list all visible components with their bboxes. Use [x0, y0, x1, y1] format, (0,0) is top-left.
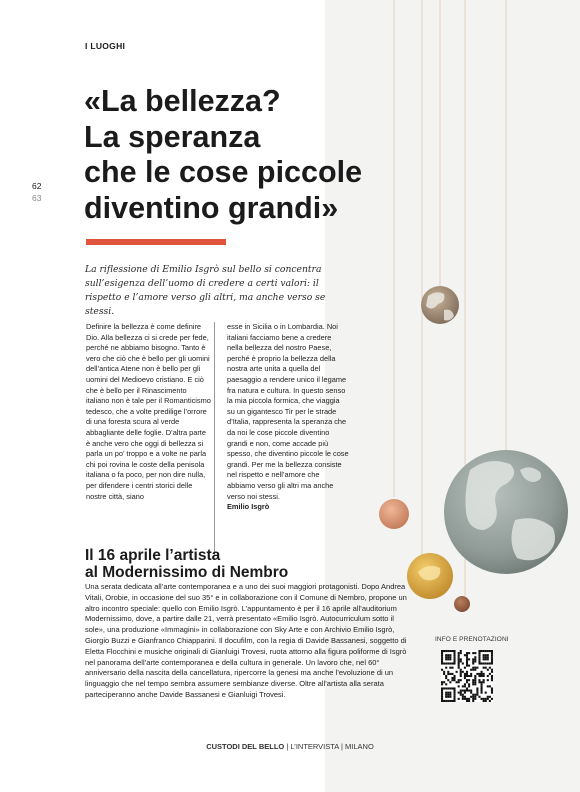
article-title	[84, 84, 404, 226]
peach-planet-icon	[379, 499, 409, 529]
footer-section: L’INTERVISTA	[290, 742, 339, 751]
large-globe-icon	[444, 450, 568, 574]
section-label: I LUOGHI	[85, 41, 126, 51]
footer-magazine: CUSTODI DEL BELLO	[206, 742, 285, 751]
page-number-right: 63	[32, 193, 42, 203]
article-lede: La riflessione di Emilio Isgrò sul bello si concentra sull’esigenza dell’uomo di credere a certi valori: il rispetto e l’amore verso gli altri, ma anche verso se stessi.	[85, 264, 326, 317]
qr-code-icon[interactable]	[441, 650, 493, 702]
gold-planet-icon	[407, 553, 453, 599]
page-footer	[0, 742, 580, 751]
column-divider	[214, 322, 215, 556]
brown-planet-icon	[454, 596, 470, 612]
title-line: diventino grandi»	[84, 190, 339, 225]
footer-separator: |	[286, 742, 289, 751]
title-line: che le cose piccole	[84, 155, 363, 189]
small-globe-icon	[421, 286, 459, 324]
subhead-line: Il 16 aprile l’artista	[85, 547, 221, 564]
author-signature: Emilio Isgrò	[227, 502, 270, 512]
title-line: La speranza	[84, 119, 261, 154]
title-line: «La bellezza?	[84, 84, 281, 118]
event-subhead	[85, 548, 355, 581]
qr-label: INFO E PRENOTAZIONI	[435, 636, 509, 643]
body-column-left: Definire la bellezza è come definire Dio. Alla bellezza ci si crede per fede, perché ne abbiamo bisogno. Tanto è vero che ciò che è bello per gli uomini dell’antica Atene non è bello per gli uomini del Medioevo cristiano. E ciò che è bello per il Rinascimento italiano non è tale per il Romanticismo tedesco, che a volte predilige l’orrore di una foresta scura al verde abbagliante delle foglie. D’altra parte è anche vero che oggi di bellezza si parla un po’ troppo e a volte ne parla chi poi rovina le coste della penisola italiana o fa poco, per non dire nulla, per difendere i centri storici delle nostre città, siano	[86, 322, 211, 501]
accent-rule	[86, 239, 226, 245]
body-column-right	[227, 322, 349, 513]
body-column-right-text: esse in Sicilia o in Lombardia. Noi italiani facciamo bene a credere nella bellezza del nostro Paese, perché è proprio la bellezza della nostra arte unita a quella del paesaggio a rendere unico il legame fra natura e cultura. In questo senso la mia piccola formica, che viaggia su un gigantesco Tir per le strade d’Italia, rappresenta la speranza che da noi le cose piccole diventino grandi e non, come accade più spesso, che diventino piccole le cose grandi. Per me la bellezza consiste nel rispetto e nell’amore che abbiamo verso gli altri ma anche verso noi stessi.	[227, 322, 349, 501]
footer-city: MILANO	[345, 742, 374, 751]
subhead-line: al Modernissimo di Nembro	[85, 563, 289, 581]
event-description: Una serata dedicata all’arte contemporanea e a uno dei suoi maggiori protagonisti. Dopo Andrea Vitali, Orobie, in occasione del suo 35° e in collaborazione con il Comune di Nembro, propone un altro incontro speciale: quello con Emilio Isgrò. L’appuntamento è per il 16 aprile all’auditorium Modernissimo, dove, a partire dalle 21, verrà presentato «Emilio Isgrò. Autocurriculum sotto il sole», una produzione «Immagini» in collaborazione con Sky Arte e con Archivio Emilio Isgrò, Giorgio Buzzi e Gianfranco Chiapparini. Il docufilm, con la regia di Davide Bassanesi, soggetto di Eletta Flocchini e musiche originali di Gianluigi Trovesi, ruota attorno alla figura poliforme di Isgrò nel panorama dell’arte contemporanea e della cultura in generale. Un lavoro che, nel 60° anniversario della nascita della cancellatura, ripercorre la genesi ma anche l’evoluzione di un linguaggio che nel tempo sembra assumere sembianze diverse. Oltre all’artista alla serata parteciperanno anche Davide Bassanesi e Gianluigi Trovesi.	[85, 582, 407, 699]
page-number-left: 62	[32, 181, 42, 191]
footer-separator: |	[340, 742, 343, 751]
